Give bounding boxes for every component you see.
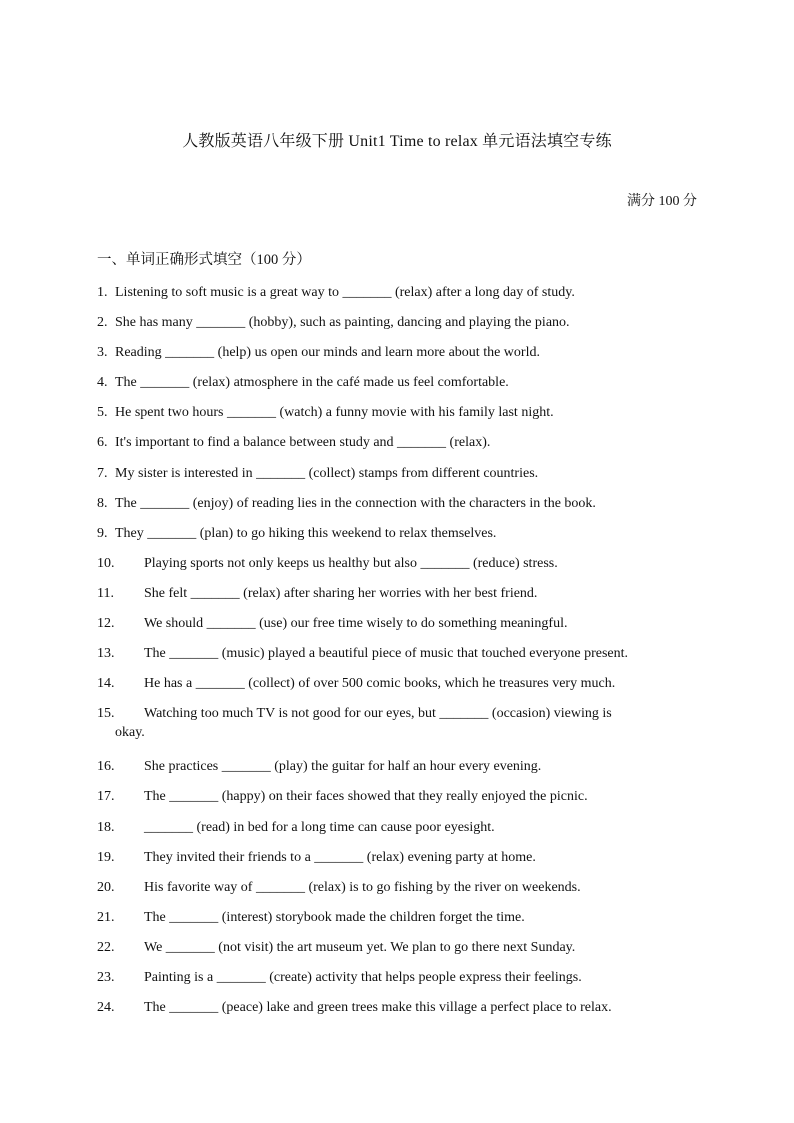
question-number: 21. xyxy=(97,909,115,925)
question-item xyxy=(97,968,697,998)
question-number: 23. xyxy=(97,969,115,985)
question-text: We _______ (not visit) the art museum yet. We plan to go there next Sunday. xyxy=(144,939,576,955)
question-text: Painting is a _______ (create) activity that helps people express their feelings. xyxy=(144,969,582,985)
question-text: They _______ (plan) to go hiking this weekend to relax themselves. xyxy=(115,525,497,541)
question-text: Watching too much TV is not good for our eyes, but _______ (occasion) viewing is xyxy=(144,706,612,722)
question-item xyxy=(97,674,697,704)
question-number: 20. xyxy=(97,879,115,895)
question-item xyxy=(97,524,697,554)
question-number: 22. xyxy=(97,939,115,955)
question-number: 19. xyxy=(97,849,115,865)
question-item xyxy=(97,848,697,878)
question-number: 2. xyxy=(97,315,108,331)
page-title: 人教版英语八年级下册 Unit1 Time to relax 单元语法填空专练 xyxy=(182,133,612,150)
question-text: His favorite way of _______ (relax) is to go fishing by the river on weekends. xyxy=(144,879,581,895)
question-text: The _______ (enjoy) of reading lies in the connection with the characters in the book. xyxy=(115,495,596,511)
question-text: Listening to soft music is a great way to _______ (relax) after a long day of study. xyxy=(115,285,575,300)
question-number: 1. xyxy=(97,285,108,300)
question-text: She practices _______ (play) the guitar for half an hour every evening. xyxy=(144,759,542,775)
question-item xyxy=(97,908,697,938)
question-text: She felt _______ (relax) after sharing her worries with her best friend. xyxy=(144,585,538,601)
question-number: 10. xyxy=(97,555,115,571)
question-number: 12. xyxy=(97,616,115,632)
question-number: 6. xyxy=(97,435,108,451)
question-text: He has a _______ (collect) of over 500 comic books, which he treasures very much. xyxy=(144,676,616,692)
question-item xyxy=(97,584,697,614)
question-number: 7. xyxy=(97,465,108,481)
question-number: 13. xyxy=(97,646,115,662)
question-text: He spent two hours _______ (watch) a funny movie with his family last night. xyxy=(115,405,554,421)
section-heading: 一、单词正确形式填空（100 分） xyxy=(97,252,311,268)
question-text: We should _______ (use) our free time wisely to do something meaningful. xyxy=(144,616,568,632)
question-number: 17. xyxy=(97,789,115,805)
question-text: The _______ (relax) atmosphere in the café made us feel comfortable. xyxy=(115,375,509,391)
question-item xyxy=(97,343,697,373)
question-item xyxy=(97,757,697,787)
question-text: The _______ (happy) on their faces showed that they really enjoyed the picnic. xyxy=(144,789,588,805)
question-text: The _______ (peace) lake and green trees make this village a perfect place to relax. xyxy=(144,1000,612,1016)
question-item xyxy=(97,283,697,313)
question-item xyxy=(97,313,697,343)
question-item xyxy=(97,704,697,757)
question-number: 8. xyxy=(97,495,108,511)
question-number: 3. xyxy=(97,345,108,361)
question-number: 16. xyxy=(97,759,115,775)
question-item xyxy=(97,403,697,433)
full-score-label: 满分 100 分 xyxy=(627,194,697,209)
question-item xyxy=(97,938,697,968)
question-text: My sister is interested in _______ (collect) stamps from different countries. xyxy=(115,465,539,481)
question-text: Playing sports not only keeps us healthy but also _______ (reduce) stress. xyxy=(144,555,558,571)
question-number: 11. xyxy=(97,585,114,601)
question-text: Reading _______ (help) us open our minds and learn more about the world. xyxy=(115,345,540,361)
question-text: The _______ (music) played a beautiful piece of music that touched everyone present. xyxy=(144,646,628,662)
question-list xyxy=(97,283,697,1028)
question-number: 9. xyxy=(97,525,108,541)
question-number: 18. xyxy=(97,819,115,835)
question-number: 15. xyxy=(97,706,115,722)
question-number: 5. xyxy=(97,405,108,421)
question-item xyxy=(97,644,697,674)
question-item xyxy=(97,464,697,494)
question-item xyxy=(97,373,697,403)
question-number: 4. xyxy=(97,375,108,391)
question-item xyxy=(97,494,697,524)
question-number: 14. xyxy=(97,676,115,692)
question-text: _______ (read) in bed for a long time can cause poor eyesight. xyxy=(144,819,495,835)
question-item xyxy=(97,818,697,848)
question-text-continued: okay. xyxy=(115,725,145,741)
question-item xyxy=(97,614,697,644)
question-number: 24. xyxy=(97,1000,115,1016)
question-text: It's important to find a balance between study and _______ (relax). xyxy=(115,435,491,451)
question-item xyxy=(97,878,697,908)
question-text: They invited their friends to a _______ (relax) evening party at home. xyxy=(144,849,536,865)
question-item xyxy=(97,433,697,463)
question-item xyxy=(97,998,697,1028)
question-text: The _______ (interest) storybook made the children forget the time. xyxy=(144,909,525,925)
question-item xyxy=(97,787,697,817)
question-text: She has many _______ (hobby), such as painting, dancing and playing the piano. xyxy=(115,315,570,331)
question-item xyxy=(97,554,697,584)
